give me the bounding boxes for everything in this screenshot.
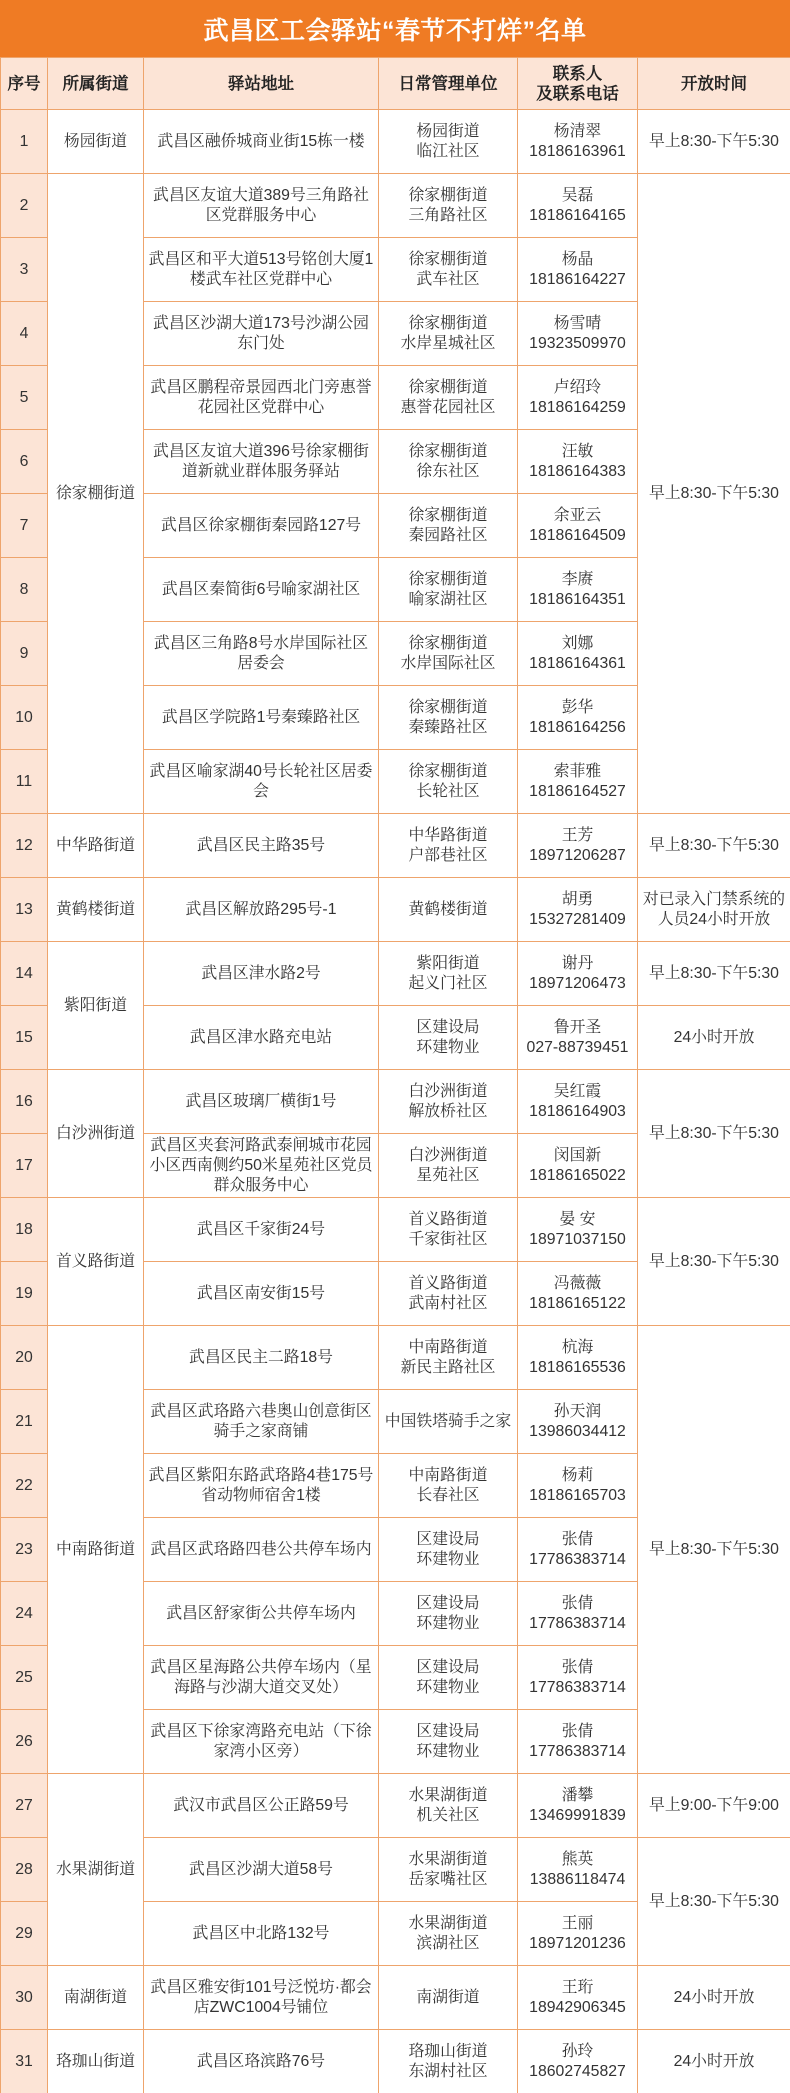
contact-name: 王珩 [561, 1978, 594, 1996]
street-cell: 水果湖街道 [48, 1774, 144, 1966]
management-unit-line: 黄鹤楼街道 [408, 900, 488, 918]
management-unit-line: 解放桥社区 [408, 1102, 488, 1120]
contact-cell [518, 302, 638, 366]
address-cell: 武昌区星海路公共停车场内（星海路与沙湖大道交叉处） [144, 1646, 379, 1710]
contact-name: 李赓 [561, 570, 594, 588]
address-cell: 武昌区武珞路四巷公共停车场内 [144, 1518, 379, 1582]
station-number-cell: 8 [1, 558, 48, 622]
contact-phone: 18186164256 [529, 718, 626, 736]
management-unit-line: 南湖街道 [416, 1988, 480, 2006]
station-table-body [1, 110, 790, 2093]
contact-name: 吴红霞 [553, 1082, 602, 1100]
address-cell: 武昌区珞滨路76号 [144, 2030, 379, 2093]
contact-name: 孙天润 [553, 1402, 602, 1420]
contact-name: 王芳 [561, 826, 594, 844]
management-unit-cell [379, 1582, 518, 1646]
address-cell: 武昌区下徐家湾路充电站（下徐家湾小区旁） [144, 1710, 379, 1774]
contact-phone: 18186165703 [529, 1486, 626, 1504]
contact-name: 谢丹 [561, 954, 594, 972]
management-unit-line: 秦臻路社区 [408, 718, 488, 736]
contact-cell [518, 430, 638, 494]
management-unit-line: 徐家棚街道 [408, 314, 488, 332]
management-unit-cell [379, 1518, 518, 1582]
station-number-cell: 27 [1, 1774, 48, 1838]
management-unit-cell [379, 302, 518, 366]
management-unit-line: 星苑社区 [416, 1166, 480, 1184]
address-cell: 武昌区秦简街6号喻家湖社区 [144, 558, 379, 622]
contact-cell [518, 1006, 638, 1070]
contact-name: 闵国新 [553, 1146, 602, 1164]
contact-name: 张倩 [561, 1594, 594, 1612]
address-cell: 武昌区武珞路六巷奥山创意街区骑手之家商铺 [144, 1390, 379, 1454]
header-address: 驿站地址 [144, 58, 379, 110]
contact-name: 汪敏 [561, 442, 594, 460]
header-contact-line: 联系人 [552, 64, 603, 83]
address-cell: 武昌区沙湖大道58号 [144, 1838, 379, 1902]
address-cell: 武昌区夹套河路武泰闸城市花园小区西南侧约50米星苑社区党员群众服务中心 [144, 1134, 379, 1198]
station-number-cell: 23 [1, 1518, 48, 1582]
opening-hours-cell: 早上9:00-下午9:00 [638, 1774, 790, 1838]
contact-cell [518, 174, 638, 238]
management-unit-cell [379, 1006, 518, 1070]
management-unit-cell [379, 1710, 518, 1774]
management-unit-line: 水果湖街道 [408, 1914, 488, 1932]
address-cell: 武昌区徐家棚街秦园路127号 [144, 494, 379, 558]
management-unit-line: 喻家湖社区 [408, 590, 488, 608]
management-unit-cell [379, 1454, 518, 1518]
contact-phone: 18186164165 [529, 206, 626, 224]
management-unit-line: 首义路街道 [408, 1274, 488, 1292]
address-cell: 武昌区鹏程帝景园西北门旁惠誉花园社区党群中心 [144, 366, 379, 430]
contact-phone: 18186164227 [529, 270, 626, 288]
contact-phone: 18971206287 [529, 846, 626, 864]
contact-phone: 17786383714 [529, 1614, 626, 1632]
contact-phone: 18186165122 [529, 1294, 626, 1312]
street-cell: 珞珈山街道 [48, 2030, 144, 2093]
address-cell: 武昌区玻璃厂横街1号 [144, 1070, 379, 1134]
contact-name: 潘攀 [561, 1786, 594, 1804]
management-unit-cell [379, 1646, 518, 1710]
station-number-cell: 5 [1, 366, 48, 430]
management-unit-line: 起义门社区 [408, 974, 488, 992]
station-row [1, 1966, 790, 2030]
contact-cell [518, 750, 638, 814]
contact-name: 冯薇薇 [553, 1274, 602, 1292]
station-number-cell: 30 [1, 1966, 48, 2030]
contact-name: 孙玲 [561, 2042, 594, 2060]
opening-hours-cell: 24小时开放 [638, 2030, 790, 2093]
station-number-cell: 25 [1, 1646, 48, 1710]
contact-phone: 17786383714 [529, 1550, 626, 1568]
management-unit-line: 环建物业 [416, 1678, 480, 1696]
station-row [1, 878, 790, 942]
contact-cell [518, 1518, 638, 1582]
management-unit-line: 区建设局 [416, 1018, 480, 1036]
contact-cell [518, 2030, 638, 2093]
station-table [0, 57, 790, 2093]
address-cell: 武昌区解放路295号-1 [144, 878, 379, 942]
management-unit-line: 武南村社区 [408, 1294, 488, 1312]
contact-phone: 17786383714 [529, 1742, 626, 1760]
station-number-cell: 18 [1, 1198, 48, 1262]
page-title: 武昌区工会驿站“春节不打烊”名单 [0, 0, 790, 57]
contact-cell [518, 942, 638, 1006]
contact-name: 熊英 [561, 1850, 594, 1868]
management-unit-cell [379, 494, 518, 558]
header-management-unit: 日常管理单位 [379, 58, 518, 110]
station-row [1, 110, 790, 174]
contact-phone: 027-88739451 [526, 1038, 629, 1056]
management-unit-cell [379, 622, 518, 686]
station-number-cell: 12 [1, 814, 48, 878]
address-cell: 武昌区民主二路18号 [144, 1326, 379, 1390]
management-unit-line: 三角路社区 [408, 206, 488, 224]
contact-cell [518, 1070, 638, 1134]
opening-hours-cell: 早上8:30-下午5:30 [638, 1070, 790, 1198]
contact-name: 王丽 [561, 1914, 594, 1932]
contact-cell [518, 1390, 638, 1454]
station-number-cell: 11 [1, 750, 48, 814]
address-cell: 武昌区雅安街101号泛悦坊·都会店ZWC1004号铺位 [144, 1966, 379, 2030]
station-number-cell: 16 [1, 1070, 48, 1134]
street-cell: 杨园街道 [48, 110, 144, 174]
management-unit-line: 区建设局 [416, 1530, 480, 1548]
management-unit-line: 武车社区 [416, 270, 480, 288]
management-unit-cell [379, 1262, 518, 1326]
header-contact-line: 及联系电话 [536, 84, 619, 103]
address-cell: 武昌区学院路1号秦臻路社区 [144, 686, 379, 750]
management-unit-line: 徐家棚街道 [408, 250, 488, 268]
contact-name: 索菲雅 [553, 762, 602, 780]
management-unit-line: 徐家棚街道 [408, 762, 488, 780]
management-unit-line: 珞珈山街道 [408, 2042, 488, 2060]
contact-phone: 18971206473 [529, 974, 626, 992]
management-unit-line: 徐家棚街道 [408, 506, 488, 524]
management-unit-line: 环建物业 [416, 1742, 480, 1760]
management-unit-cell [379, 238, 518, 302]
address-cell: 武昌区民主路35号 [144, 814, 379, 878]
contact-cell [518, 1710, 638, 1774]
station-number-cell: 2 [1, 174, 48, 238]
management-unit-line: 环建物业 [416, 1038, 480, 1056]
management-unit-line: 秦园路社区 [408, 526, 488, 544]
header-number: 序号 [1, 58, 48, 110]
station-number-cell: 26 [1, 1710, 48, 1774]
management-unit-line: 临江社区 [416, 142, 480, 160]
contact-cell [518, 878, 638, 942]
contact-name: 杨晶 [561, 250, 594, 268]
contact-name: 鲁开圣 [553, 1018, 602, 1036]
station-number-cell: 14 [1, 942, 48, 1006]
contact-cell [518, 238, 638, 302]
management-unit-line: 长轮社区 [416, 782, 480, 800]
management-unit-line: 机关社区 [416, 1806, 480, 1824]
management-unit-line: 新民主路社区 [400, 1358, 496, 1376]
contact-name: 吴磊 [561, 186, 594, 204]
opening-hours-cell: 24小时开放 [638, 1966, 790, 2030]
contact-cell [518, 494, 638, 558]
contact-name: 张倩 [561, 1658, 594, 1676]
contact-cell [518, 1326, 638, 1390]
station-number-cell: 21 [1, 1390, 48, 1454]
contact-name: 杨雪晴 [553, 314, 602, 332]
street-cell: 紫阳街道 [48, 942, 144, 1070]
contact-phone: 18602745827 [529, 2062, 626, 2080]
management-unit-line: 区建设局 [416, 1658, 480, 1676]
management-unit-cell [379, 1902, 518, 1966]
management-unit-cell [379, 1774, 518, 1838]
contact-cell [518, 110, 638, 174]
management-unit-line: 徐家棚街道 [408, 442, 488, 460]
management-unit-cell [379, 878, 518, 942]
contact-phone: 18186164361 [529, 654, 626, 672]
station-number-cell: 24 [1, 1582, 48, 1646]
opening-hours-cell: 早上8:30-下午5:30 [638, 110, 790, 174]
contact-phone: 18186164259 [529, 398, 626, 416]
street-cell: 中华路街道 [48, 814, 144, 878]
station-number-cell: 28 [1, 1838, 48, 1902]
management-unit-cell [379, 1134, 518, 1198]
station-row [1, 942, 790, 1006]
table-header-row [1, 58, 790, 110]
management-unit-line: 中华路街道 [408, 826, 488, 844]
management-unit-line: 环建物业 [416, 1550, 480, 1568]
management-unit-line: 水岸国际社区 [400, 654, 496, 672]
address-cell: 武昌区舒家街公共停车场内 [144, 1582, 379, 1646]
management-unit-cell [379, 1198, 518, 1262]
management-unit-line: 水果湖街道 [408, 1850, 488, 1868]
management-unit-cell [379, 750, 518, 814]
contact-phone: 18186165536 [529, 1358, 626, 1376]
address-cell: 武昌区友谊大道389号三角路社区党群服务中心 [144, 174, 379, 238]
contact-cell [518, 558, 638, 622]
contact-cell [518, 1198, 638, 1262]
header-opening-hours: 开放时间 [638, 58, 790, 110]
management-unit-line: 首义路街道 [408, 1210, 488, 1228]
contact-phone: 18186165022 [529, 1166, 626, 1184]
address-cell: 武昌区喻家湖40号长轮社区居委会 [144, 750, 379, 814]
station-number-cell: 7 [1, 494, 48, 558]
management-unit-cell [379, 1070, 518, 1134]
management-unit-line: 中南路街道 [408, 1466, 488, 1484]
contact-name: 刘娜 [561, 634, 594, 652]
station-row [1, 1326, 790, 1390]
contact-name: 杭海 [561, 1338, 594, 1356]
opening-hours-cell: 对已录入门禁系统的人员24小时开放 [638, 878, 790, 942]
opening-hours-cell: 早上8:30-下午5:30 [638, 1326, 790, 1774]
management-unit-cell [379, 366, 518, 430]
management-unit-line: 岳家嘴社区 [408, 1870, 488, 1888]
address-cell: 武昌区和平大道513号铭创大厦1楼武车社区党群中心 [144, 238, 379, 302]
contact-phone: 18942906345 [529, 1998, 626, 2016]
opening-hours-cell: 24小时开放 [638, 1006, 790, 1070]
station-number-cell: 10 [1, 686, 48, 750]
management-unit-line: 徐东社区 [416, 462, 480, 480]
address-cell: 武昌区友谊大道396号徐家棚街道新就业群体服务驿站 [144, 430, 379, 494]
management-unit-cell [379, 1966, 518, 2030]
management-unit-line: 白沙洲街道 [408, 1146, 488, 1164]
management-unit-line: 杨园街道 [416, 122, 480, 140]
street-cell: 首义路街道 [48, 1198, 144, 1326]
management-unit-line: 环建物业 [416, 1614, 480, 1632]
station-number-cell: 20 [1, 1326, 48, 1390]
management-unit-cell [379, 1326, 518, 1390]
contact-phone: 18186164351 [529, 590, 626, 608]
station-number-cell: 1 [1, 110, 48, 174]
management-unit-cell [379, 1838, 518, 1902]
station-row [1, 1198, 790, 1262]
address-cell: 武昌区津水路充电站 [144, 1006, 379, 1070]
street-cell: 黄鹤楼街道 [48, 878, 144, 942]
contact-name: 彭华 [561, 698, 594, 716]
contact-phone: 18971201236 [529, 1934, 626, 1952]
management-unit-cell [379, 2030, 518, 2093]
management-unit-line: 惠誉花园社区 [400, 398, 496, 416]
contact-name: 杨莉 [561, 1466, 594, 1484]
management-unit-cell [379, 686, 518, 750]
management-unit-line: 水果湖街道 [408, 1786, 488, 1804]
contact-cell [518, 686, 638, 750]
street-cell: 南湖街道 [48, 1966, 144, 2030]
street-cell: 徐家棚街道 [48, 174, 144, 814]
contact-name: 张倩 [561, 1530, 594, 1548]
management-unit-line: 滨湖社区 [416, 1934, 480, 1952]
management-unit-line: 长春社区 [416, 1486, 480, 1504]
management-unit-line: 中国铁塔骑手之家 [384, 1412, 512, 1430]
station-number-cell: 29 [1, 1902, 48, 1966]
station-number-cell: 6 [1, 430, 48, 494]
contact-phone: 18186164509 [529, 526, 626, 544]
contact-cell [518, 1454, 638, 1518]
contact-cell [518, 1134, 638, 1198]
contact-cell [518, 1902, 638, 1966]
management-unit-cell [379, 814, 518, 878]
station-number-cell: 4 [1, 302, 48, 366]
contact-cell [518, 1262, 638, 1326]
address-cell: 武昌区中北路132号 [144, 1902, 379, 1966]
station-row [1, 174, 790, 238]
management-unit-line: 徐家棚街道 [408, 698, 488, 716]
station-row [1, 814, 790, 878]
management-unit-cell [379, 942, 518, 1006]
address-cell: 武昌区紫阳东路武珞路4巷175号省动物师宿舍1楼 [144, 1454, 379, 1518]
contact-phone: 13886118474 [529, 1870, 626, 1888]
station-row [1, 2030, 790, 2093]
station-number-cell: 9 [1, 622, 48, 686]
contact-cell [518, 622, 638, 686]
station-number-cell: 13 [1, 878, 48, 942]
contact-cell [518, 814, 638, 878]
opening-hours-cell: 早上8:30-下午5:30 [638, 814, 790, 878]
header-contact [518, 58, 638, 110]
management-unit-line: 千家街社区 [408, 1230, 488, 1248]
station-row [1, 1070, 790, 1134]
opening-hours-cell: 早上8:30-下午5:30 [638, 1838, 790, 1966]
management-unit-line: 区建设局 [416, 1594, 480, 1612]
management-unit-cell [379, 558, 518, 622]
address-cell: 武昌区千家街24号 [144, 1198, 379, 1262]
contact-cell [518, 1582, 638, 1646]
management-unit-line: 徐家棚街道 [408, 570, 488, 588]
contact-phone: 18186163961 [529, 142, 626, 160]
contact-cell [518, 366, 638, 430]
management-unit-cell [379, 1390, 518, 1454]
contact-cell [518, 1966, 638, 2030]
contact-phone: 18186164527 [529, 782, 626, 800]
opening-hours-cell: 早上8:30-下午5:30 [638, 174, 790, 814]
contact-name: 晏 安 [559, 1210, 596, 1228]
contact-name: 杨清翠 [553, 122, 602, 140]
station-number-cell: 31 [1, 2030, 48, 2093]
opening-hours-cell: 早上8:30-下午5:30 [638, 1198, 790, 1326]
contact-phone: 18186164383 [529, 462, 626, 480]
management-unit-cell [379, 174, 518, 238]
contact-name: 卢绍玲 [553, 378, 602, 396]
address-cell: 武汉市武昌区公正路59号 [144, 1774, 379, 1838]
station-number-cell: 3 [1, 238, 48, 302]
contact-phone: 18971037150 [529, 1230, 626, 1248]
management-unit-line: 徐家棚街道 [408, 378, 488, 396]
address-cell: 武昌区沙湖大道173号沙湖公园东门处 [144, 302, 379, 366]
station-number-cell: 15 [1, 1006, 48, 1070]
management-unit-line: 户部巷社区 [408, 846, 488, 864]
management-unit-line: 紫阳街道 [416, 954, 480, 972]
street-cell: 白沙洲街道 [48, 1070, 144, 1198]
contact-cell [518, 1838, 638, 1902]
station-number-cell: 17 [1, 1134, 48, 1198]
station-number-cell: 22 [1, 1454, 48, 1518]
address-cell: 武昌区融侨城商业街15栋一楼 [144, 110, 379, 174]
management-unit-cell [379, 110, 518, 174]
management-unit-line: 徐家棚街道 [408, 634, 488, 652]
opening-hours-cell: 早上8:30-下午5:30 [638, 942, 790, 1006]
contact-phone: 13469991839 [529, 1806, 626, 1824]
address-cell: 武昌区南安街15号 [144, 1262, 379, 1326]
management-unit-line: 白沙洲街道 [408, 1082, 488, 1100]
contact-phone: 15327281409 [529, 910, 626, 928]
contact-phone: 13986034412 [529, 1422, 626, 1440]
contact-name: 胡勇 [561, 890, 594, 908]
management-unit-line: 中南路街道 [408, 1338, 488, 1356]
contact-name: 余亚云 [553, 506, 602, 524]
contact-cell [518, 1774, 638, 1838]
management-unit-line: 东湖村社区 [408, 2062, 488, 2080]
management-unit-line: 水岸星城社区 [400, 334, 496, 352]
street-cell: 中南路街道 [48, 1326, 144, 1774]
address-cell: 武昌区津水路2号 [144, 942, 379, 1006]
contact-phone: 18186164903 [529, 1102, 626, 1120]
contact-phone: 17786383714 [529, 1678, 626, 1696]
station-number-cell: 19 [1, 1262, 48, 1326]
management-unit-line: 区建设局 [416, 1722, 480, 1740]
contact-phone: 19323509970 [529, 334, 626, 352]
station-row [1, 1774, 790, 1838]
header-street: 所属街道 [48, 58, 144, 110]
contact-name: 张倩 [561, 1722, 594, 1740]
address-cell: 武昌区三角路8号水岸国际社区居委会 [144, 622, 379, 686]
management-unit-cell [379, 430, 518, 494]
management-unit-line: 徐家棚街道 [408, 186, 488, 204]
contact-cell [518, 1646, 638, 1710]
